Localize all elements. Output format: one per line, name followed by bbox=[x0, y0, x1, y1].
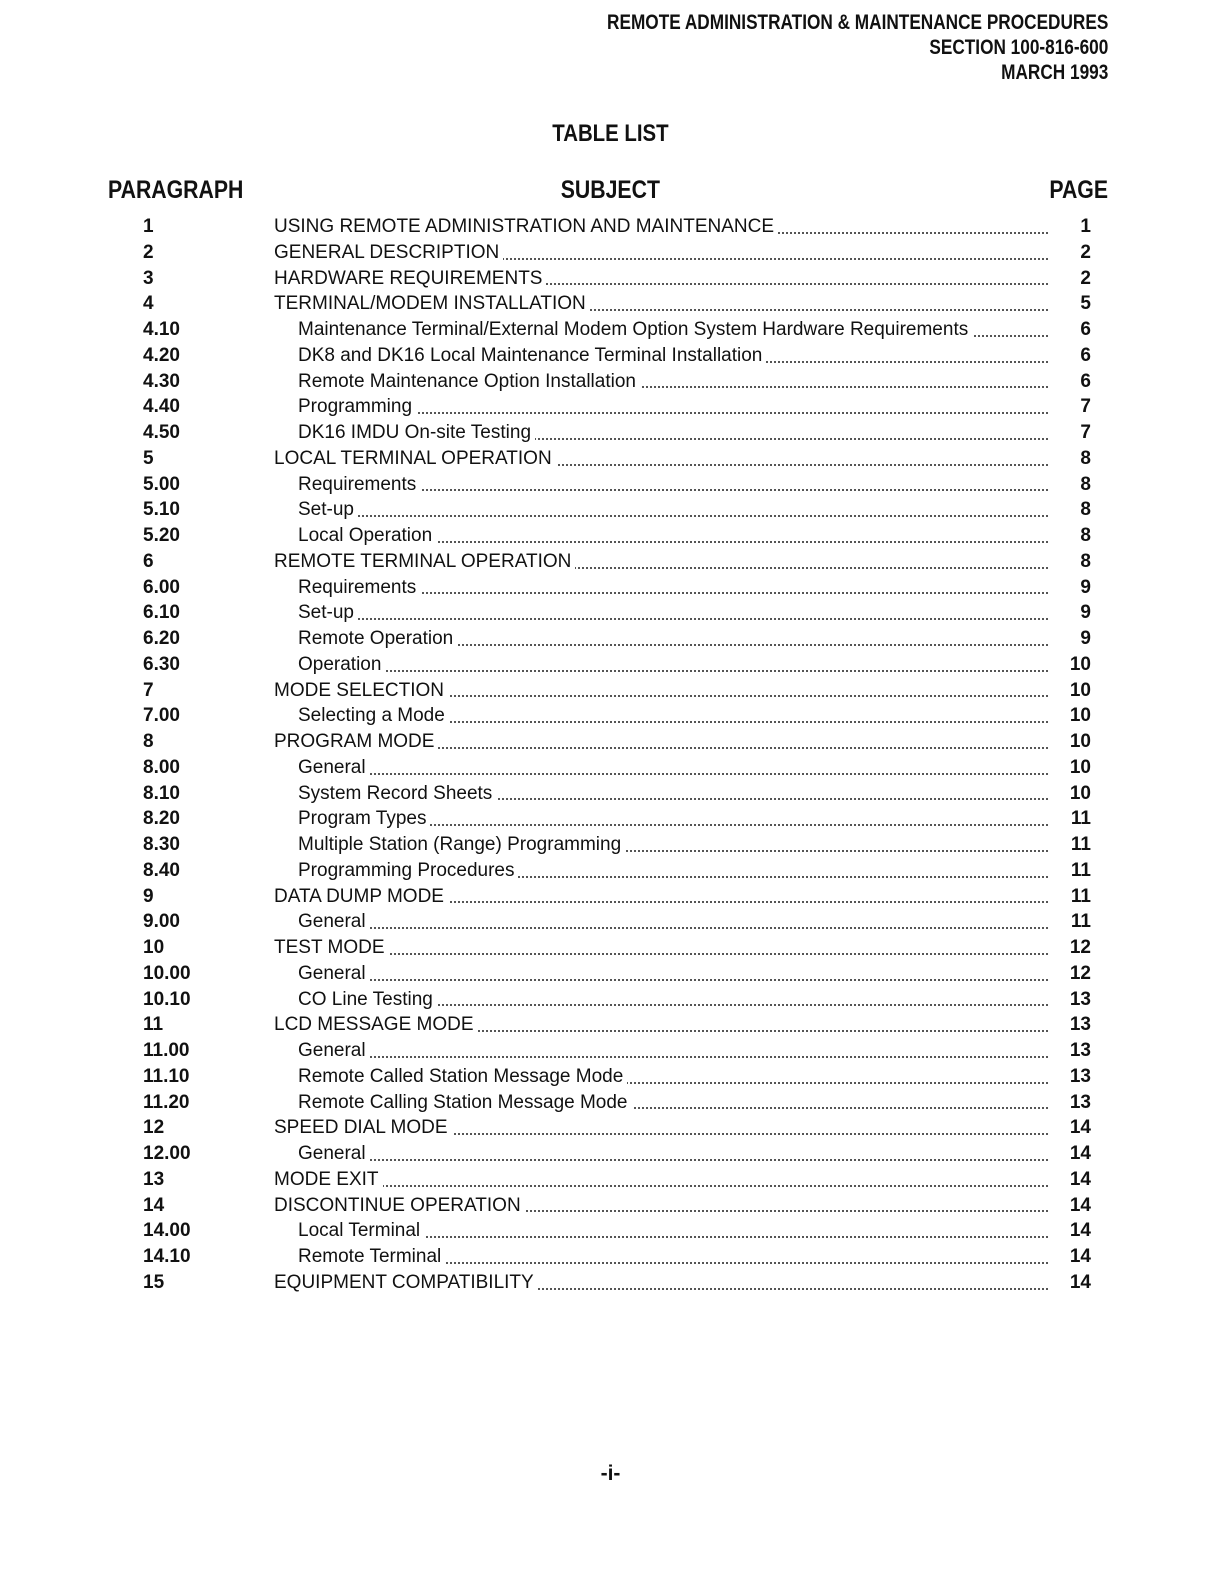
table-row bbox=[0, 291, 1221, 317]
subject-text: HARDWARE REQUIREMENTS bbox=[274, 268, 546, 289]
paragraph-number: 4.10 bbox=[143, 319, 180, 340]
page-number-cell: 7 bbox=[1080, 396, 1091, 418]
subject-cell bbox=[298, 832, 1048, 858]
subject-text: Remote Maintenance Option Installation bbox=[298, 371, 640, 392]
paragraph-number: 7 bbox=[143, 679, 154, 701]
table-row bbox=[0, 240, 1221, 266]
table-row bbox=[0, 1115, 1221, 1141]
table-row bbox=[0, 472, 1221, 498]
document-header bbox=[607, 10, 1108, 85]
page-number-cell: 6 bbox=[1080, 370, 1091, 392]
subject-text: DISCONTINUE OPERATION bbox=[274, 1195, 525, 1216]
column-header-paragraph: PARAGRAPH bbox=[108, 176, 244, 204]
subject-text: DATA DUMP MODE bbox=[274, 886, 448, 907]
subject-text: Operation bbox=[298, 654, 385, 675]
subject-cell bbox=[274, 1167, 1048, 1193]
paragraph-number: 8.00 bbox=[143, 756, 180, 778]
paragraph-number: 4 bbox=[143, 293, 154, 315]
column-header-subject: SUBJECT bbox=[560, 176, 661, 204]
paragraph-number: 10 bbox=[143, 937, 165, 958]
table-row bbox=[0, 266, 1221, 292]
table-row bbox=[0, 858, 1221, 884]
subject-cell bbox=[298, 600, 1048, 626]
page-number-cell: 14 bbox=[1069, 1117, 1091, 1139]
table-row bbox=[0, 626, 1221, 652]
table-row bbox=[0, 781, 1221, 807]
subject-text: SPEED DIAL MODE bbox=[274, 1117, 452, 1138]
table-row bbox=[0, 909, 1221, 935]
page-number-cell: 14 bbox=[1069, 1246, 1091, 1267]
subject-cell bbox=[274, 266, 1048, 292]
page-number-cell: 1 bbox=[1080, 216, 1091, 237]
paragraph-number: 11 bbox=[143, 1014, 164, 1036]
page-number-cell: 14 bbox=[1069, 1271, 1091, 1293]
table-row bbox=[0, 678, 1221, 704]
subject-cell bbox=[298, 1038, 1048, 1064]
paragraph-number: 10.10 bbox=[143, 988, 191, 1010]
header-title: REMOTE ADMINISTRATION & MAINTENANCE PROCEDURES bbox=[606, 11, 1108, 34]
subject-text: Set-up bbox=[298, 602, 358, 623]
page-number-cell: 10 bbox=[1069, 756, 1091, 778]
dot-leader bbox=[298, 979, 1048, 981]
dot-leader bbox=[298, 515, 1048, 517]
paragraph-number: 7.00 bbox=[143, 705, 180, 727]
subject-cell bbox=[274, 1270, 1048, 1296]
subject-text: Remote Called Station Message Mode bbox=[298, 1066, 627, 1087]
page-number-cell: 11 bbox=[1070, 911, 1091, 933]
subject-text: TEST MODE bbox=[274, 937, 389, 958]
table-row bbox=[0, 497, 1221, 523]
paragraph-number: 2 bbox=[143, 241, 154, 263]
subject-text: Maintenance Terminal/External Modem Option System Hardware Requirements bbox=[298, 319, 972, 340]
subject-cell bbox=[298, 858, 1048, 884]
subject-text: GENERAL DESCRIPTION bbox=[274, 242, 503, 263]
subject-text: MODE SELECTION bbox=[274, 680, 448, 701]
subject-text: Remote Calling Station Message Mode bbox=[298, 1092, 632, 1113]
page-number-cell: 13 bbox=[1069, 1065, 1091, 1087]
table-row bbox=[0, 214, 1221, 240]
paragraph-number: 4.50 bbox=[143, 422, 180, 443]
page-number-cell: 14 bbox=[1069, 1168, 1091, 1190]
subject-cell bbox=[274, 884, 1048, 910]
page-number-cell: 14 bbox=[1069, 1194, 1091, 1216]
paragraph-number: 11.10 bbox=[143, 1065, 190, 1087]
subject-cell bbox=[298, 755, 1048, 781]
subject-text: Programming bbox=[298, 396, 416, 417]
paragraph-number: 14.10 bbox=[143, 1246, 191, 1267]
subject-cell bbox=[298, 987, 1048, 1013]
subject-cell bbox=[298, 1064, 1048, 1090]
paragraph-number: 8.40 bbox=[143, 859, 180, 881]
dot-leader bbox=[274, 953, 1048, 955]
subject-text: Remote Terminal bbox=[298, 1246, 445, 1267]
table-row bbox=[0, 394, 1221, 420]
dot-leader bbox=[298, 773, 1048, 775]
page-number-cell: 8 bbox=[1080, 473, 1091, 495]
subject-cell bbox=[274, 1115, 1048, 1141]
table-row bbox=[0, 1193, 1221, 1219]
subject-cell bbox=[298, 806, 1048, 832]
paragraph-number: 14 bbox=[143, 1194, 165, 1216]
subject-cell bbox=[274, 291, 1048, 317]
paragraph-number: 11.00 bbox=[143, 1040, 190, 1061]
subject-text: General bbox=[298, 911, 370, 932]
subject-cell bbox=[298, 961, 1048, 987]
subject-text: Programming Procedures bbox=[298, 860, 518, 881]
subject-text: Local Terminal bbox=[298, 1220, 424, 1241]
subject-text: General bbox=[298, 1143, 370, 1164]
subject-cell bbox=[274, 1193, 1048, 1219]
page-number-cell: 8 bbox=[1080, 525, 1091, 546]
paragraph-number: 9.00 bbox=[143, 911, 180, 933]
dot-leader bbox=[298, 618, 1048, 620]
table-row bbox=[0, 549, 1221, 575]
page-number-cell: 7 bbox=[1080, 422, 1091, 443]
subject-cell bbox=[298, 1244, 1048, 1270]
paragraph-number: 6.20 bbox=[143, 628, 180, 649]
subject-text: General bbox=[298, 963, 370, 984]
table-row bbox=[0, 446, 1221, 472]
subject-text: MODE EXIT bbox=[274, 1169, 383, 1190]
paragraph-number: 8.10 bbox=[143, 782, 180, 804]
table-row bbox=[0, 369, 1221, 395]
subject-text: REMOTE TERMINAL OPERATION bbox=[274, 551, 575, 572]
subject-text: TERMINAL/MODEM INSTALLATION bbox=[274, 293, 590, 314]
header-date: MARCH 1993 bbox=[1000, 61, 1108, 84]
page-number-cell: 9 bbox=[1080, 628, 1091, 649]
table-row bbox=[0, 935, 1221, 961]
table-row bbox=[0, 1167, 1221, 1193]
subject-cell bbox=[298, 394, 1048, 420]
paragraph-number: 12.00 bbox=[143, 1143, 191, 1164]
page-title: TABLE LIST bbox=[552, 120, 669, 147]
table-row bbox=[0, 343, 1221, 369]
paragraph-number: 5 bbox=[143, 447, 154, 469]
page-number-cell: 11 bbox=[1070, 834, 1091, 855]
subject-cell bbox=[298, 652, 1048, 678]
table-row bbox=[0, 1218, 1221, 1244]
page-number-cell: 13 bbox=[1069, 1091, 1091, 1113]
paragraph-number: 8.20 bbox=[143, 808, 180, 830]
subject-cell bbox=[274, 240, 1048, 266]
subject-cell bbox=[298, 1141, 1048, 1167]
subject-text: CO Line Testing bbox=[298, 989, 437, 1010]
subject-cell bbox=[298, 369, 1048, 395]
subject-text: LCD MESSAGE MODE bbox=[274, 1014, 478, 1035]
table-row bbox=[0, 1270, 1221, 1296]
paragraph-number: 4.30 bbox=[143, 370, 180, 392]
header-section: SECTION 100-816-600 bbox=[929, 36, 1108, 59]
page-number-cell: 11 bbox=[1070, 808, 1091, 830]
table-row bbox=[0, 1090, 1221, 1116]
table-row bbox=[0, 1244, 1221, 1270]
subject-cell bbox=[298, 909, 1048, 935]
subject-text: Selecting a Mode bbox=[298, 705, 449, 726]
page-number-cell: 13 bbox=[1069, 988, 1091, 1010]
table-row bbox=[0, 317, 1221, 343]
subject-cell bbox=[274, 214, 1048, 240]
dot-leader bbox=[298, 927, 1048, 929]
table-row bbox=[0, 652, 1221, 678]
paragraph-number: 12 bbox=[143, 1117, 165, 1139]
page-number-cell: 9 bbox=[1080, 602, 1091, 624]
subject-cell bbox=[274, 1012, 1048, 1038]
paragraph-number: 3 bbox=[143, 267, 154, 289]
page-number-cell: 13 bbox=[1069, 1014, 1091, 1036]
subject-text: Requirements bbox=[298, 577, 420, 598]
page-number-cell: 10 bbox=[1069, 653, 1091, 675]
subject-text: DK16 IMDU On-site Testing bbox=[298, 422, 535, 443]
subject-text: EQUIPMENT COMPATIBILITY bbox=[274, 1272, 538, 1293]
paragraph-number: 11.20 bbox=[143, 1091, 190, 1113]
paragraph-number: 10.00 bbox=[143, 962, 191, 984]
page-number-cell: 8 bbox=[1080, 447, 1091, 469]
page-number-cell: 11 bbox=[1070, 885, 1091, 907]
subject-cell bbox=[274, 935, 1048, 961]
table-row bbox=[0, 600, 1221, 626]
subject-text: Remote Operation bbox=[298, 628, 457, 649]
page-number-cell: 5 bbox=[1080, 293, 1091, 315]
table-list bbox=[0, 214, 1221, 1296]
page-number-cell: 2 bbox=[1080, 241, 1091, 263]
subject-text: PROGRAM MODE bbox=[274, 731, 438, 752]
column-header-page: PAGE bbox=[1049, 176, 1108, 204]
paragraph-number: 4.20 bbox=[143, 344, 180, 366]
table-row bbox=[0, 703, 1221, 729]
page-number-cell: 10 bbox=[1069, 782, 1091, 804]
subject-cell bbox=[298, 497, 1048, 523]
paragraph-number: 6.00 bbox=[143, 576, 180, 598]
table-row bbox=[0, 575, 1221, 601]
page-number-cell: 10 bbox=[1069, 679, 1091, 701]
subject-cell bbox=[274, 549, 1048, 575]
table-row bbox=[0, 961, 1221, 987]
subject-cell bbox=[298, 317, 1048, 343]
paragraph-number: 5.20 bbox=[143, 525, 180, 546]
table-row bbox=[0, 832, 1221, 858]
paragraph-number: 9 bbox=[143, 885, 154, 907]
subject-text: Program Types bbox=[298, 808, 430, 829]
paragraph-number: 8 bbox=[143, 731, 154, 752]
subject-cell bbox=[298, 1090, 1048, 1116]
subject-cell bbox=[274, 678, 1048, 704]
page-number-cell: 6 bbox=[1080, 319, 1091, 340]
page-number: -i- bbox=[600, 1462, 621, 1485]
paragraph-number: 14.00 bbox=[143, 1220, 191, 1242]
subject-text: Multiple Station (Range) Programming bbox=[298, 834, 625, 855]
page-number-cell: 10 bbox=[1069, 705, 1091, 727]
subject-cell bbox=[298, 1218, 1048, 1244]
subject-text: DK8 and DK16 Local Maintenance Terminal Installation bbox=[298, 345, 766, 366]
page-number-cell: 11 bbox=[1070, 859, 1091, 881]
paragraph-number: 8.30 bbox=[143, 834, 180, 855]
paragraph-number: 6 bbox=[143, 550, 154, 572]
page-number-cell: 12 bbox=[1069, 962, 1091, 984]
paragraph-number: 5.10 bbox=[143, 499, 180, 521]
subject-cell bbox=[298, 575, 1048, 601]
paragraph-number: 1 bbox=[143, 216, 154, 237]
page-number-cell: 10 bbox=[1069, 731, 1091, 752]
table-row bbox=[0, 1064, 1221, 1090]
paragraph-number: 6.30 bbox=[143, 653, 180, 675]
page-number-cell: 13 bbox=[1069, 1040, 1091, 1061]
page-number-cell: 8 bbox=[1080, 550, 1091, 572]
table-row bbox=[0, 1012, 1221, 1038]
paragraph-number: 13 bbox=[143, 1168, 165, 1190]
page-number-cell: 9 bbox=[1080, 576, 1091, 598]
table-row bbox=[0, 755, 1221, 781]
subject-cell bbox=[298, 343, 1048, 369]
dot-leader bbox=[298, 1056, 1048, 1058]
subject-text: Set-up bbox=[298, 499, 358, 520]
page-number-cell: 2 bbox=[1080, 267, 1091, 289]
page-number-cell: 14 bbox=[1069, 1220, 1091, 1242]
table-row bbox=[0, 1038, 1221, 1064]
table-row bbox=[0, 884, 1221, 910]
subject-cell bbox=[298, 703, 1048, 729]
table-row bbox=[0, 523, 1221, 549]
subject-cell bbox=[298, 523, 1048, 549]
subject-text: USING REMOTE ADMINISTRATION AND MAINTENANCE bbox=[274, 216, 778, 237]
paragraph-number: 15 bbox=[143, 1271, 165, 1293]
paragraph-number: 5.00 bbox=[143, 473, 180, 495]
paragraph-number: 6.10 bbox=[143, 602, 180, 624]
subject-text: Local Operation bbox=[298, 525, 436, 546]
table-row bbox=[0, 729, 1221, 755]
table-row bbox=[0, 806, 1221, 832]
table-row bbox=[0, 987, 1221, 1013]
subject-text: System Record Sheets bbox=[298, 783, 496, 804]
paragraph-number: 4.40 bbox=[143, 396, 180, 418]
page-number-cell: 8 bbox=[1080, 499, 1091, 521]
page-number-cell: 14 bbox=[1069, 1143, 1091, 1164]
subject-cell bbox=[274, 446, 1048, 472]
table-row bbox=[0, 420, 1221, 446]
page-number-cell: 12 bbox=[1069, 937, 1091, 958]
table-row bbox=[0, 1141, 1221, 1167]
dot-leader bbox=[298, 1159, 1048, 1161]
page-number-cell: 6 bbox=[1080, 344, 1091, 366]
subject-text: General bbox=[298, 757, 370, 778]
subject-cell bbox=[298, 781, 1048, 807]
subject-cell bbox=[298, 472, 1048, 498]
subject-text: General bbox=[298, 1040, 370, 1061]
subject-text: Requirements bbox=[298, 474, 420, 495]
subject-cell bbox=[274, 729, 1048, 755]
dot-leader bbox=[298, 670, 1048, 672]
subject-text: LOCAL TERMINAL OPERATION bbox=[274, 448, 556, 469]
subject-cell bbox=[298, 626, 1048, 652]
dot-leader bbox=[274, 1185, 1048, 1187]
subject-cell bbox=[298, 420, 1048, 446]
